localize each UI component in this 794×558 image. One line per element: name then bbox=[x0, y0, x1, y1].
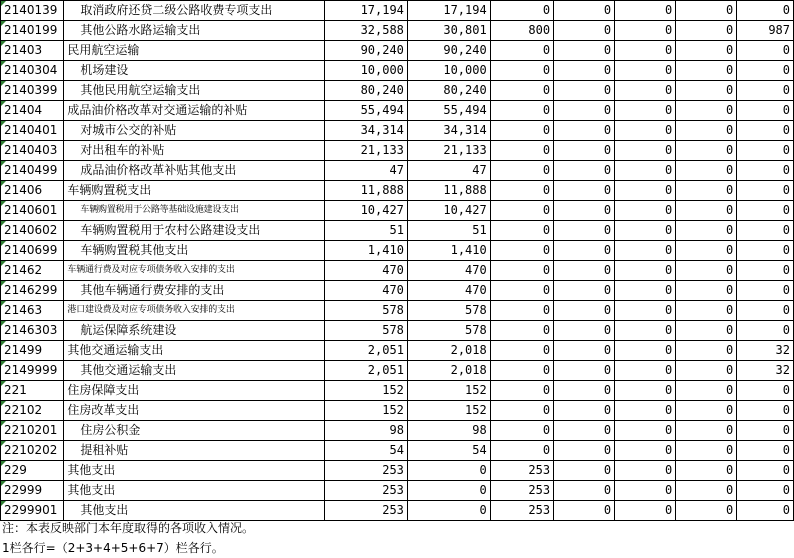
table-row bbox=[1, 481, 794, 501]
subject-code-cell[interactable]: 21403 bbox=[1, 41, 64, 61]
amount-cell-col-1[interactable]: 2,051 bbox=[325, 341, 408, 361]
subject-name-cell[interactable]: 车辆通行费及对应专项债务收入安排的支出 bbox=[64, 261, 325, 281]
amount-cell-col-2[interactable]: 1,410 bbox=[407, 241, 490, 261]
amount-cell-col-7[interactable]: 0 bbox=[737, 121, 794, 141]
amount-cell-col-4[interactable]: 0 bbox=[554, 501, 615, 521]
amount-cell-col-1[interactable]: 98 bbox=[325, 421, 408, 441]
amount-cell-col-5[interactable]: 0 bbox=[615, 301, 676, 321]
amount-cell-col-7[interactable]: 0 bbox=[737, 61, 794, 81]
amount-cell-col-4[interactable]: 0 bbox=[554, 421, 615, 441]
amount-cell-col-6[interactable]: 0 bbox=[676, 81, 737, 101]
amount-cell-col-4[interactable]: 0 bbox=[554, 481, 615, 501]
amount-cell-col-2[interactable]: 152 bbox=[407, 381, 490, 401]
subject-name-cell[interactable]: 港口建设费及对应专项债务收入安排的支出 bbox=[64, 301, 325, 321]
amount-cell-col-1[interactable]: 11,888 bbox=[325, 181, 408, 201]
table-row bbox=[1, 161, 794, 181]
amount-cell-col-4[interactable]: 0 bbox=[554, 101, 615, 121]
amount-cell-col-2[interactable]: 10,000 bbox=[407, 61, 490, 81]
subject-name-cell[interactable]: 其他交通运输支出 bbox=[64, 341, 325, 361]
subject-name-cell[interactable]: 提租补贴 bbox=[64, 441, 325, 461]
table-row bbox=[1, 141, 794, 161]
amount-cell-col-7[interactable]: 0 bbox=[737, 161, 794, 181]
amount-cell-col-6[interactable]: 0 bbox=[676, 381, 737, 401]
subject-name-cell[interactable]: 成品油价格改革补贴其他支出 bbox=[64, 161, 325, 181]
subject-name-cell[interactable]: 其他车辆通行费安排的支出 bbox=[64, 281, 325, 301]
amount-cell-col-7[interactable]: 0 bbox=[737, 181, 794, 201]
amount-cell-col-4[interactable]: 0 bbox=[554, 41, 615, 61]
amount-cell-col-3[interactable]: 0 bbox=[490, 301, 553, 321]
table-row bbox=[1, 101, 794, 121]
subject-name-cell[interactable]: 机场建设 bbox=[64, 61, 325, 81]
amount-cell-col-6[interactable]: 0 bbox=[676, 101, 737, 121]
amount-cell-col-5[interactable]: 0 bbox=[615, 341, 676, 361]
amount-cell-col-1[interactable]: 253 bbox=[325, 481, 408, 501]
subject-code-cell[interactable]: 2210202 bbox=[1, 441, 64, 461]
table-row bbox=[1, 121, 794, 141]
amount-cell-col-7[interactable]: 0 bbox=[737, 201, 794, 221]
table-row bbox=[1, 81, 794, 101]
amount-cell-col-1[interactable]: 32,588 bbox=[325, 21, 408, 41]
amount-cell-col-5[interactable]: 0 bbox=[615, 441, 676, 461]
amount-cell-col-5[interactable]: 0 bbox=[615, 121, 676, 141]
amount-cell-col-3[interactable]: 253 bbox=[490, 481, 553, 501]
amount-cell-col-7[interactable]: 0 bbox=[737, 261, 794, 281]
amount-cell-col-5[interactable]: 0 bbox=[615, 141, 676, 161]
amount-cell-col-4[interactable]: 0 bbox=[554, 441, 615, 461]
amount-cell-col-4[interactable]: 0 bbox=[554, 1, 615, 21]
amount-cell-col-2[interactable]: 55,494 bbox=[407, 101, 490, 121]
amount-cell-col-7[interactable]: 32 bbox=[737, 341, 794, 361]
amount-cell-col-6[interactable]: 0 bbox=[676, 241, 737, 261]
amount-cell-col-7[interactable]: 0 bbox=[737, 381, 794, 401]
amount-cell-col-7[interactable]: 0 bbox=[737, 221, 794, 241]
amount-cell-col-7[interactable]: 0 bbox=[737, 241, 794, 261]
amount-cell-col-7[interactable]: 0 bbox=[737, 101, 794, 121]
amount-cell-col-5[interactable]: 0 bbox=[615, 161, 676, 181]
amount-cell-col-7[interactable]: 0 bbox=[737, 1, 794, 21]
amount-cell-col-4[interactable]: 0 bbox=[554, 221, 615, 241]
amount-cell-col-4[interactable]: 0 bbox=[554, 261, 615, 281]
table-row bbox=[1, 241, 794, 261]
amount-cell-col-7[interactable]: 0 bbox=[737, 281, 794, 301]
subject-name-cell[interactable]: 对出租车的补贴 bbox=[64, 141, 325, 161]
amount-cell-col-2[interactable]: 578 bbox=[407, 301, 490, 321]
amount-cell-col-2[interactable]: 80,240 bbox=[407, 81, 490, 101]
subject-name-cell[interactable]: 住房改革支出 bbox=[64, 401, 325, 421]
amount-cell-col-1[interactable]: 470 bbox=[325, 261, 408, 281]
amount-cell-col-6[interactable]: 0 bbox=[676, 501, 737, 521]
amount-cell-col-4[interactable]: 0 bbox=[554, 341, 615, 361]
amount-cell-col-2[interactable]: 0 bbox=[407, 461, 490, 481]
amount-cell-col-6[interactable]: 0 bbox=[676, 341, 737, 361]
subject-name-cell[interactable]: 住房保障支出 bbox=[64, 381, 325, 401]
amount-cell-col-3[interactable]: 0 bbox=[490, 401, 553, 421]
amount-cell-col-1[interactable]: 2,051 bbox=[325, 361, 408, 381]
amount-cell-col-4[interactable]: 0 bbox=[554, 321, 615, 341]
amount-cell-col-1[interactable]: 21,133 bbox=[325, 141, 408, 161]
amount-cell-col-3[interactable]: 0 bbox=[490, 361, 553, 381]
amount-cell-col-5[interactable]: 0 bbox=[615, 201, 676, 221]
amount-cell-col-2[interactable]: 2,018 bbox=[407, 361, 490, 381]
amount-cell-col-2[interactable]: 10,427 bbox=[407, 201, 490, 221]
amount-cell-col-3[interactable]: 0 bbox=[490, 81, 553, 101]
amount-cell-col-7[interactable]: 0 bbox=[737, 501, 794, 521]
subject-code-cell[interactable]: 2149999 bbox=[1, 361, 64, 381]
amount-cell-col-5[interactable]: 0 bbox=[615, 501, 676, 521]
table-row bbox=[1, 61, 794, 81]
subject-name-cell[interactable]: 其他民用航空运输支出 bbox=[64, 81, 325, 101]
subject-code-cell[interactable]: 2210201 bbox=[1, 421, 64, 441]
subject-code-cell[interactable]: 2140499 bbox=[1, 161, 64, 181]
amount-cell-col-6[interactable]: 0 bbox=[676, 361, 737, 381]
amount-cell-col-2[interactable]: 578 bbox=[407, 321, 490, 341]
amount-cell-col-7[interactable]: 0 bbox=[737, 421, 794, 441]
amount-cell-col-2[interactable]: 0 bbox=[407, 501, 490, 521]
amount-cell-col-2[interactable]: 47 bbox=[407, 161, 490, 181]
amount-cell-col-5[interactable]: 0 bbox=[615, 101, 676, 121]
subject-name-cell[interactable]: 车辆购置税其他支出 bbox=[64, 241, 325, 261]
amount-cell-col-1[interactable]: 47 bbox=[325, 161, 408, 181]
subject-code-cell[interactable]: 221 bbox=[1, 381, 64, 401]
amount-cell-col-1[interactable]: 10,427 bbox=[325, 201, 408, 221]
amount-cell-col-3[interactable]: 0 bbox=[490, 261, 553, 281]
amount-cell-col-5[interactable]: 0 bbox=[615, 401, 676, 421]
amount-cell-col-5[interactable]: 0 bbox=[615, 181, 676, 201]
table-row bbox=[1, 201, 794, 221]
table-row bbox=[1, 41, 794, 61]
table-body bbox=[1, 1, 794, 521]
amount-cell-col-7[interactable]: 0 bbox=[737, 81, 794, 101]
subject-name-cell[interactable]: 其他支出 bbox=[64, 481, 325, 501]
subject-name-cell[interactable]: 对城市公交的补贴 bbox=[64, 121, 325, 141]
amount-cell-col-1[interactable]: 253 bbox=[325, 501, 408, 521]
amount-cell-col-5[interactable]: 0 bbox=[615, 241, 676, 261]
amount-cell-col-4[interactable]: 0 bbox=[554, 21, 615, 41]
amount-cell-col-6[interactable]: 0 bbox=[676, 441, 737, 461]
amount-cell-col-1[interactable]: 1,410 bbox=[325, 241, 408, 261]
amount-cell-col-2[interactable]: 11,888 bbox=[407, 181, 490, 201]
subject-name-cell[interactable]: 民用航空运输 bbox=[64, 41, 325, 61]
amount-cell-col-3[interactable]: 0 bbox=[490, 1, 553, 21]
note-line-1: 注：本表反映部门本年度取得的各项收入情况。 bbox=[2, 521, 255, 535]
amount-cell-col-7[interactable]: 0 bbox=[737, 461, 794, 481]
amount-cell-col-1[interactable]: 152 bbox=[325, 381, 408, 401]
amount-cell-col-1[interactable]: 152 bbox=[325, 401, 408, 421]
amount-cell-col-4[interactable]: 0 bbox=[554, 461, 615, 481]
amount-cell-col-6[interactable]: 0 bbox=[676, 141, 737, 161]
subject-code-cell[interactable]: 2140601 bbox=[1, 201, 64, 221]
amount-cell-col-3[interactable]: 0 bbox=[490, 221, 553, 241]
amount-cell-col-5[interactable]: 0 bbox=[615, 221, 676, 241]
subject-code-cell[interactable]: 2140403 bbox=[1, 141, 64, 161]
amount-cell-col-3[interactable]: 0 bbox=[490, 421, 553, 441]
amount-cell-col-6[interactable]: 0 bbox=[676, 401, 737, 421]
amount-cell-col-3[interactable]: 0 bbox=[490, 101, 553, 121]
amount-cell-col-2[interactable]: 54 bbox=[407, 441, 490, 461]
subject-code-cell[interactable]: 2140401 bbox=[1, 121, 64, 141]
amount-cell-col-2[interactable]: 2,018 bbox=[407, 341, 490, 361]
amount-cell-col-1[interactable]: 470 bbox=[325, 281, 408, 301]
amount-cell-col-3[interactable]: 0 bbox=[490, 141, 553, 161]
subject-code-cell[interactable]: 21499 bbox=[1, 341, 64, 361]
amount-cell-col-3[interactable]: 0 bbox=[490, 161, 553, 181]
subject-code-cell[interactable]: 2299901 bbox=[1, 501, 64, 521]
amount-cell-col-2[interactable]: 152 bbox=[407, 401, 490, 421]
subject-name-cell[interactable]: 车辆购置税用于公路等基础设施建设支出 bbox=[64, 201, 325, 221]
amount-cell-col-3[interactable]: 0 bbox=[490, 121, 553, 141]
amount-cell-col-5[interactable]: 0 bbox=[615, 261, 676, 281]
amount-cell-col-3[interactable]: 0 bbox=[490, 281, 553, 301]
subject-name-cell[interactable]: 取消政府还贷二级公路收费专项支出 bbox=[64, 1, 325, 21]
amount-cell-col-5[interactable]: 0 bbox=[615, 381, 676, 401]
table-row bbox=[1, 401, 794, 421]
amount-cell-col-4[interactable]: 0 bbox=[554, 381, 615, 401]
amount-cell-col-6[interactable]: 0 bbox=[676, 281, 737, 301]
subject-code-cell[interactable]: 2146303 bbox=[1, 321, 64, 341]
subject-name-cell[interactable]: 住房公积金 bbox=[64, 421, 325, 441]
table-row bbox=[1, 501, 794, 521]
amount-cell-col-6[interactable]: 0 bbox=[676, 301, 737, 321]
table-row bbox=[1, 181, 794, 201]
subject-code-cell[interactable]: 21406 bbox=[1, 181, 64, 201]
amount-cell-col-5[interactable]: 0 bbox=[615, 461, 676, 481]
table-row bbox=[1, 1, 794, 21]
amount-cell-col-6[interactable]: 0 bbox=[676, 121, 737, 141]
amount-cell-col-3[interactable]: 800 bbox=[490, 21, 553, 41]
amount-cell-col-2[interactable]: 98 bbox=[407, 421, 490, 441]
amount-cell-col-3[interactable]: 253 bbox=[490, 501, 553, 521]
table-row bbox=[1, 341, 794, 361]
subject-name-cell[interactable]: 其他交通运输支出 bbox=[64, 361, 325, 381]
amount-cell-col-5[interactable]: 0 bbox=[615, 21, 676, 41]
amount-cell-col-3[interactable]: 0 bbox=[490, 201, 553, 221]
amount-cell-col-4[interactable]: 0 bbox=[554, 361, 615, 381]
amount-cell-col-6[interactable]: 0 bbox=[676, 41, 737, 61]
subject-code-cell[interactable]: 2140399 bbox=[1, 81, 64, 101]
subject-code-cell[interactable]: 21462 bbox=[1, 261, 64, 281]
amount-cell-col-4[interactable]: 0 bbox=[554, 81, 615, 101]
amount-cell-col-1[interactable]: 578 bbox=[325, 321, 408, 341]
amount-cell-col-4[interactable]: 0 bbox=[554, 121, 615, 141]
table-row bbox=[1, 421, 794, 441]
subject-code-cell[interactable]: 22102 bbox=[1, 401, 64, 421]
note-line-2: 1栏各行=（2+3+4+5+6+7）栏各行。 bbox=[2, 541, 224, 555]
amount-cell-col-3[interactable]: 0 bbox=[490, 441, 553, 461]
amount-cell-col-2[interactable]: 0 bbox=[407, 481, 490, 501]
amount-cell-col-3[interactable]: 0 bbox=[490, 181, 553, 201]
amount-cell-col-7[interactable]: 0 bbox=[737, 141, 794, 161]
amount-cell-col-4[interactable]: 0 bbox=[554, 161, 615, 181]
amount-cell-col-7[interactable]: 0 bbox=[737, 481, 794, 501]
table-row bbox=[1, 21, 794, 41]
amount-cell-col-4[interactable]: 0 bbox=[554, 201, 615, 221]
subject-code-cell[interactable]: 21404 bbox=[1, 101, 64, 121]
amount-cell-col-6[interactable]: 0 bbox=[676, 481, 737, 501]
subject-code-cell[interactable]: 22999 bbox=[1, 481, 64, 501]
amount-cell-col-5[interactable]: 0 bbox=[615, 421, 676, 441]
amount-cell-col-7[interactable]: 0 bbox=[737, 401, 794, 421]
amount-cell-col-1[interactable]: 51 bbox=[325, 221, 408, 241]
table-row bbox=[1, 281, 794, 301]
amount-cell-col-3[interactable]: 0 bbox=[490, 241, 553, 261]
subject-code-cell[interactable]: 21463 bbox=[1, 301, 64, 321]
amount-cell-col-6[interactable]: 0 bbox=[676, 221, 737, 241]
subject-code-cell[interactable]: 2140602 bbox=[1, 221, 64, 241]
subject-name-cell[interactable]: 成品油价格改革对交通运输的补贴 bbox=[64, 101, 325, 121]
amount-cell-col-5[interactable]: 0 bbox=[615, 41, 676, 61]
amount-cell-col-5[interactable]: 0 bbox=[615, 321, 676, 341]
subject-code-cell[interactable]: 2140304 bbox=[1, 61, 64, 81]
subject-name-cell[interactable]: 车辆购置税用于农村公路建设支出 bbox=[64, 221, 325, 241]
amount-cell-col-7[interactable]: 0 bbox=[737, 41, 794, 61]
amount-cell-col-6[interactable]: 0 bbox=[676, 61, 737, 81]
amount-cell-col-3[interactable]: 0 bbox=[490, 341, 553, 361]
table-row bbox=[1, 301, 794, 321]
amount-cell-col-6[interactable]: 0 bbox=[676, 201, 737, 221]
subject-name-cell[interactable]: 车辆购置税支出 bbox=[64, 181, 325, 201]
amount-cell-col-5[interactable]: 0 bbox=[615, 81, 676, 101]
amount-cell-col-3[interactable]: 0 bbox=[490, 381, 553, 401]
subject-code-cell[interactable]: 229 bbox=[1, 461, 64, 481]
amount-cell-col-6[interactable]: 0 bbox=[676, 321, 737, 341]
amount-cell-col-5[interactable]: 0 bbox=[615, 61, 676, 81]
amount-cell-col-5[interactable]: 0 bbox=[615, 361, 676, 381]
amount-cell-col-4[interactable]: 0 bbox=[554, 181, 615, 201]
amount-cell-col-1[interactable]: 55,494 bbox=[325, 101, 408, 121]
amount-cell-col-1[interactable]: 80,240 bbox=[325, 81, 408, 101]
amount-cell-col-7[interactable]: 987 bbox=[737, 21, 794, 41]
amount-cell-col-4[interactable]: 0 bbox=[554, 61, 615, 81]
subject-code-cell[interactable]: 2140139 bbox=[1, 1, 64, 21]
amount-cell-col-5[interactable]: 0 bbox=[615, 1, 676, 21]
subject-code-cell[interactable]: 2140699 bbox=[1, 241, 64, 261]
amount-cell-col-3[interactable]: 0 bbox=[490, 321, 553, 341]
amount-cell-col-4[interactable]: 0 bbox=[554, 401, 615, 421]
amount-cell-col-6[interactable]: 0 bbox=[676, 181, 737, 201]
amount-cell-col-7[interactable]: 0 bbox=[737, 321, 794, 341]
table-row bbox=[1, 381, 794, 401]
amount-cell-col-6[interactable]: 0 bbox=[676, 421, 737, 441]
amount-cell-col-1[interactable]: 34,314 bbox=[325, 121, 408, 141]
amount-cell-col-1[interactable]: 578 bbox=[325, 301, 408, 321]
subject-code-cell[interactable]: 2140199 bbox=[1, 21, 64, 41]
amount-cell-col-6[interactable]: 0 bbox=[676, 1, 737, 21]
amount-cell-col-2[interactable]: 30,801 bbox=[407, 21, 490, 41]
amount-cell-col-3[interactable]: 0 bbox=[490, 41, 553, 61]
amount-cell-col-6[interactable]: 0 bbox=[676, 161, 737, 181]
amount-cell-col-6[interactable]: 0 bbox=[676, 261, 737, 281]
amount-cell-col-2[interactable]: 51 bbox=[407, 221, 490, 241]
amount-cell-col-1[interactable]: 253 bbox=[325, 461, 408, 481]
table-row bbox=[1, 321, 794, 341]
amount-cell-col-7[interactable]: 32 bbox=[737, 361, 794, 381]
table-row bbox=[1, 221, 794, 241]
amount-cell-col-4[interactable]: 0 bbox=[554, 301, 615, 321]
amount-cell-col-2[interactable]: 470 bbox=[407, 261, 490, 281]
subject-code-cell[interactable]: 2146299 bbox=[1, 281, 64, 301]
amount-cell-col-2[interactable]: 17,194 bbox=[407, 1, 490, 21]
table-row bbox=[1, 441, 794, 461]
amount-cell-col-4[interactable]: 0 bbox=[554, 141, 615, 161]
amount-cell-col-2[interactable]: 34,314 bbox=[407, 121, 490, 141]
amount-cell-col-2[interactable]: 90,240 bbox=[407, 41, 490, 61]
table-row bbox=[1, 261, 794, 281]
amount-cell-col-1[interactable]: 54 bbox=[325, 441, 408, 461]
amount-cell-col-7[interactable]: 0 bbox=[737, 441, 794, 461]
amount-cell-col-6[interactable]: 0 bbox=[676, 461, 737, 481]
subject-name-cell[interactable]: 其他公路水路运输支出 bbox=[64, 21, 325, 41]
amount-cell-col-2[interactable]: 21,133 bbox=[407, 141, 490, 161]
amount-cell-col-3[interactable]: 253 bbox=[490, 461, 553, 481]
amount-cell-col-7[interactable]: 0 bbox=[737, 301, 794, 321]
table-row bbox=[1, 461, 794, 481]
amount-cell-col-5[interactable]: 0 bbox=[615, 281, 676, 301]
subject-name-cell[interactable]: 其他支出 bbox=[64, 501, 325, 521]
amount-cell-col-5[interactable]: 0 bbox=[615, 481, 676, 501]
amount-cell-col-3[interactable]: 0 bbox=[490, 61, 553, 81]
table-row bbox=[1, 361, 794, 381]
amount-cell-col-2[interactable]: 470 bbox=[407, 281, 490, 301]
amount-cell-col-1[interactable]: 90,240 bbox=[325, 41, 408, 61]
subject-name-cell[interactable]: 航运保障系统建设 bbox=[64, 321, 325, 341]
amount-cell-col-6[interactable]: 0 bbox=[676, 21, 737, 41]
amount-cell-col-1[interactable]: 17,194 bbox=[325, 1, 408, 21]
amount-cell-col-1[interactable]: 10,000 bbox=[325, 61, 408, 81]
amount-cell-col-4[interactable]: 0 bbox=[554, 281, 615, 301]
amount-cell-col-4[interactable]: 0 bbox=[554, 241, 615, 261]
subject-name-cell[interactable]: 其他支出 bbox=[64, 461, 325, 481]
